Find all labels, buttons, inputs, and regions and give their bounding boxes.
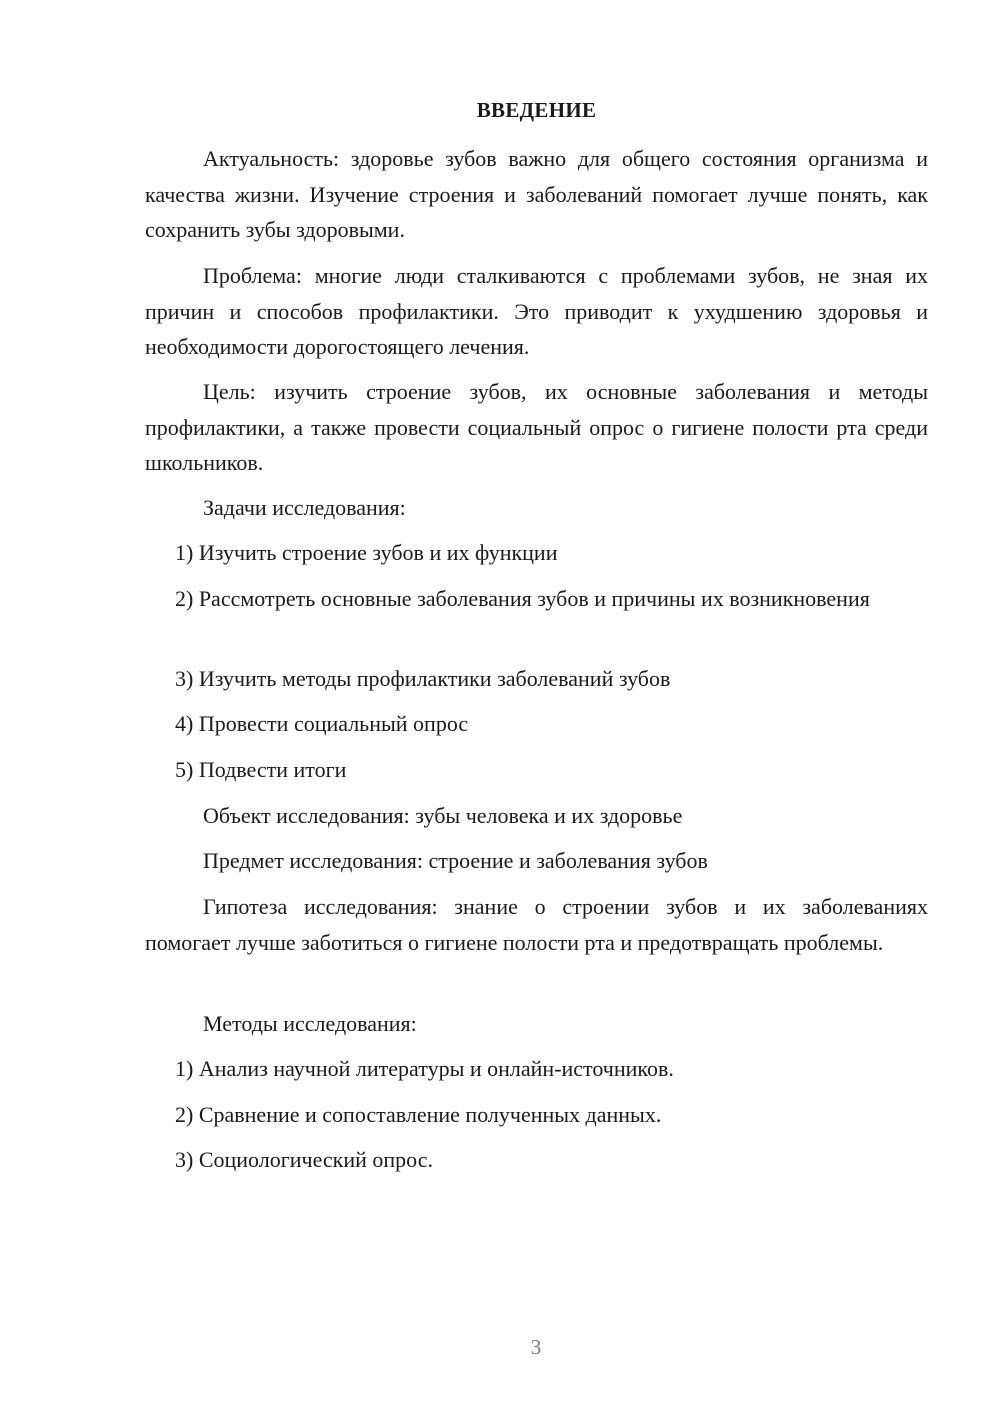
task-item: 5) Подвести итоги <box>175 757 347 782</box>
actuality-paragraph: Актуальность: здоровье зубов важно для общего состояния организма и качества жизни. Изучение строения и заболеваний помогает лучше понять, как сохранить зубы здоровыми. <box>145 146 928 242</box>
methods-heading: Методы исследования: <box>203 1011 417 1036</box>
hypothesis-paragraph: Гипотеза исследования: знание о строении зубов и их заболеваниях помогает лучше заботиться о гигиене полости рта и предотвращать проблемы. <box>145 894 928 955</box>
page-title: ВВЕДЕНИЕ <box>476 98 597 122</box>
method-item: 1) Анализ научной литературы и онлайн-источников. <box>175 1056 674 1081</box>
task-item: 1) Изучить строение зубов и их функции <box>175 540 558 565</box>
goal-paragraph: Цель: изучить строение зубов, их основные заболевания и методы профилактики, а также провести социальный опрос о гигиене полости рта среди школьников. <box>145 379 928 475</box>
task-item: 2) Рассмотреть основные заболевания зубов и причины их возникновения <box>175 586 870 611</box>
page-number: 3 <box>530 1335 542 1359</box>
task-item: 4) Провести социальный опрос <box>175 711 469 736</box>
tasks-heading: Задачи исследования: <box>203 495 406 520</box>
object-paragraph: Объект исследования: зубы человека и их здоровье <box>203 803 683 828</box>
problem-paragraph: Проблема: многие люди сталкиваются с проблемами зубов, не зная их причин и способов профилактики. Это приводит к ухудшению здоровья и необходимости дорогостоящего лечения. <box>145 263 928 359</box>
method-item: 3) Социологический опрос. <box>175 1147 433 1172</box>
task-item: 3) Изучить методы профилактики заболеваний зубов <box>175 666 671 691</box>
method-item: 2) Сравнение и сопоставление полученных данных. <box>175 1102 662 1127</box>
subject-paragraph: Предмет исследования: строение и заболевания зубов <box>203 848 708 873</box>
